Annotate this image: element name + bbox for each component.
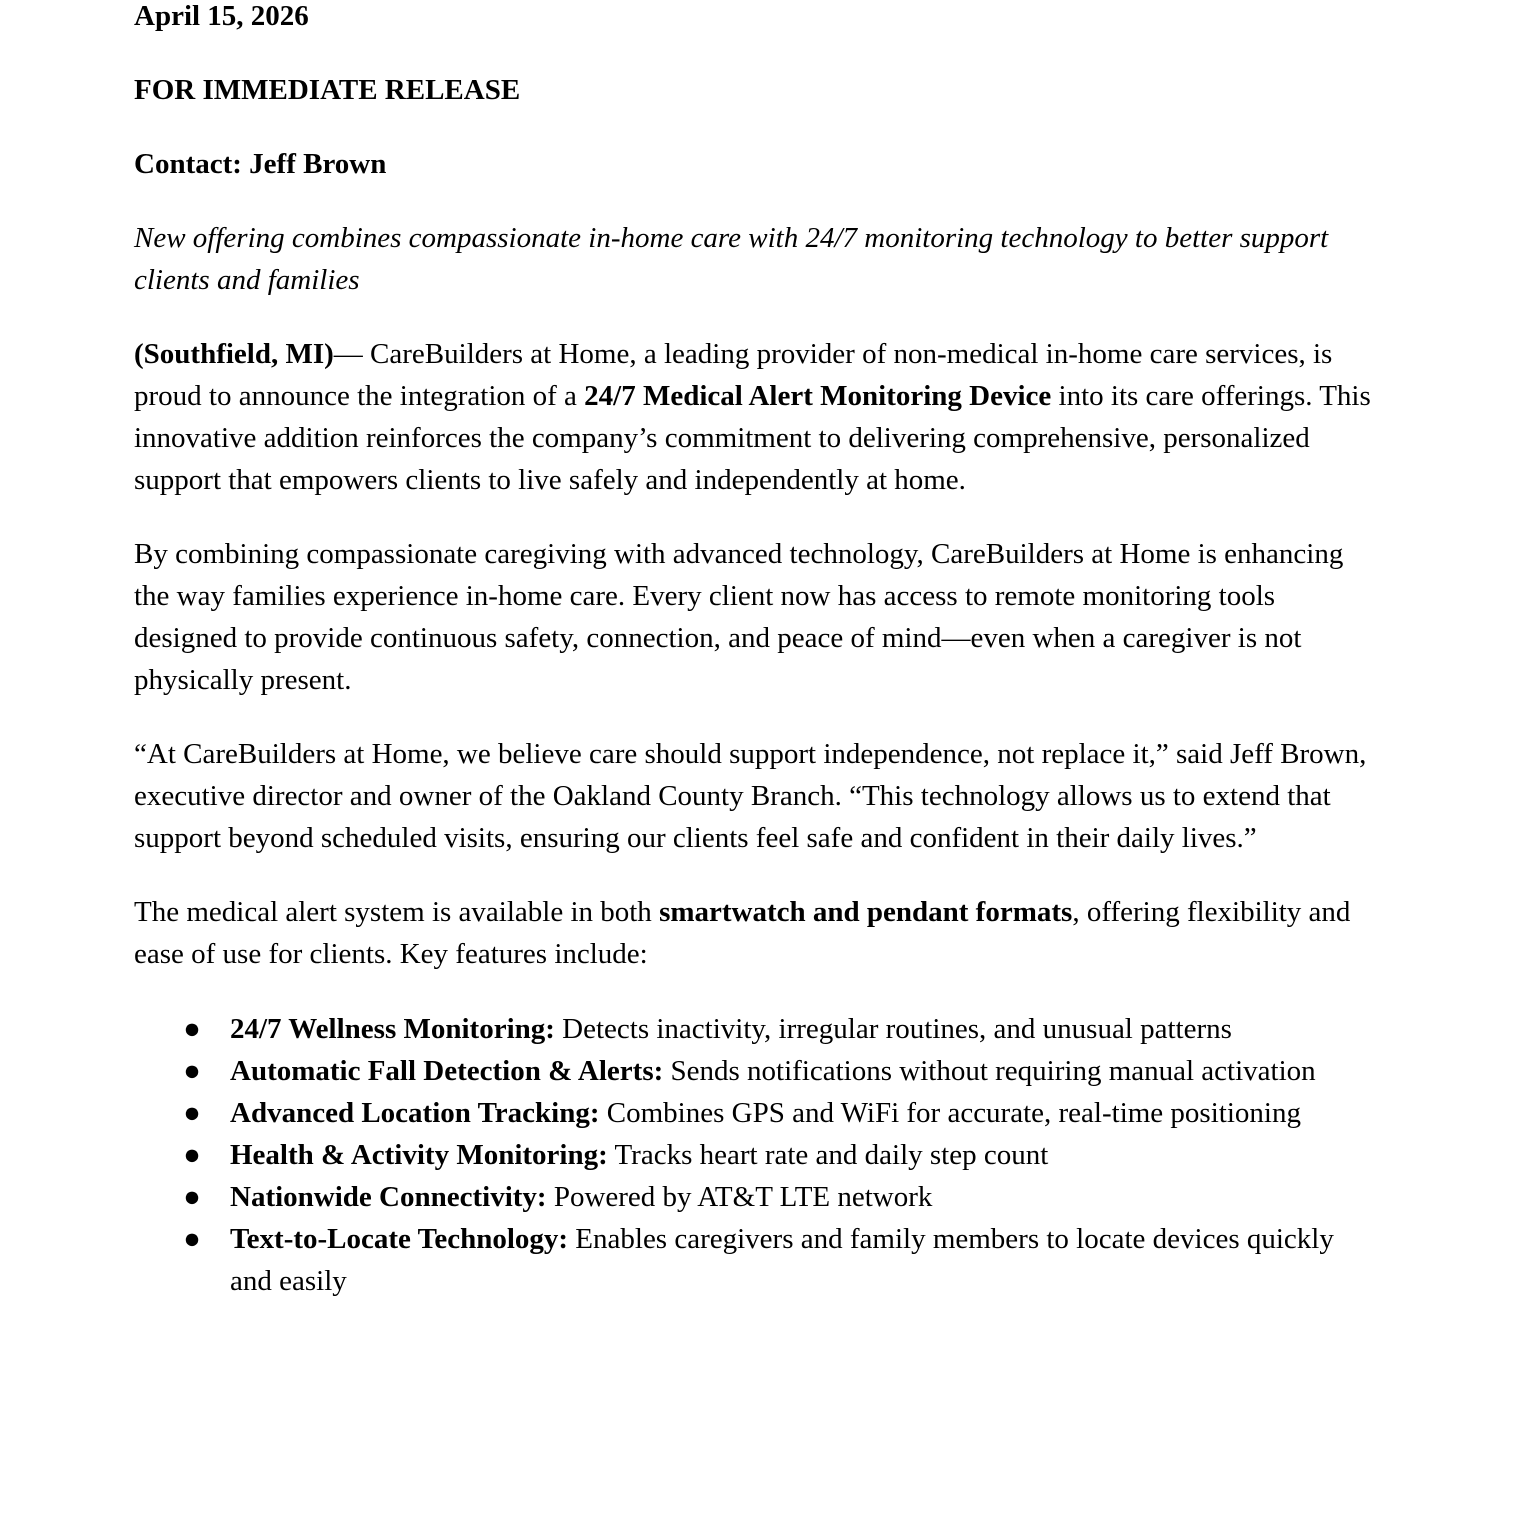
- feature-title: Advanced Location Tracking:: [230, 1097, 600, 1129]
- dateline: (Southfield, MI): [134, 338, 334, 370]
- formats-text-b: , offering flexibility and ease of use for clients. Key features include:: [134, 896, 1351, 970]
- bullet-icon: ●: [183, 1139, 201, 1171]
- features-list: [134, 1008, 1374, 1302]
- bullet-icon: ●: [183, 1013, 201, 1045]
- contact-line: Contact: Jeff Brown: [134, 148, 387, 180]
- paragraph-technology: By combining compassionate caregiving with advanced technology, CareBuilders at Home is enhancing the way families experience in-home care. Every client now has access to remote monitoring tools designed to provide continuous safety, connection, and peace of mind—even when a caregiver is not physically present.: [134, 538, 1344, 696]
- intro-text-a: — CareBuilders at Home, a leading provider of non-medical in-home care services, is proud to announce the integration of a: [134, 338, 1333, 412]
- release-label: FOR IMMEDIATE RELEASE: [134, 74, 521, 106]
- bullet-icon: ●: [183, 1097, 201, 1129]
- feature-title: Text-to-Locate Technology:: [230, 1223, 569, 1255]
- device-name: 24/7 Medical Alert Monitoring Device: [584, 380, 1052, 412]
- release-date: April 15, 2026: [134, 0, 309, 32]
- paragraph-quote: “At CareBuilders at Home, we believe care should support independence, not replace it,” said Jeff Brown, executive director and owner of the Oakland County Branch. “This technology allows us to extend that support beyond scheduled visits, ensuring our clients feel safe and confident in their daily lives.”: [134, 738, 1367, 854]
- formats-text-a: The medical alert system is available in both: [134, 896, 660, 928]
- paragraph-intro: [134, 333, 1374, 501]
- formats-bold: smartwatch and pendant formats: [659, 896, 1073, 928]
- list-item: [183, 1134, 1374, 1176]
- feature-desc: Sends notifications without requiring manual activation: [663, 1055, 1316, 1087]
- subheadline: New offering combines compassionate in-home care with 24/7 monitoring technology to better support clients and families: [134, 222, 1329, 296]
- feature-desc: Powered by AT&T LTE network: [546, 1181, 933, 1213]
- paragraph-formats: [134, 891, 1374, 975]
- list-item: [183, 1176, 1374, 1218]
- feature-title: 24/7 Wellness Monitoring:: [230, 1013, 555, 1045]
- feature-title: Health & Activity Monitoring:: [230, 1139, 608, 1171]
- list-item: [183, 1050, 1374, 1092]
- intro-text-b: into its care offerings. This innovative addition reinforces the company’s commitment to delivering comprehensive, personalized support that empowers clients to live safely and independently at home.: [134, 380, 1371, 496]
- feature-desc: Detects inactivity, irregular routines, and unusual patterns: [554, 1013, 1232, 1045]
- feature-desc: Enables caregivers and family members to locate devices quickly and easily: [230, 1223, 1334, 1297]
- feature-desc: Combines GPS and WiFi for accurate, real-time positioning: [599, 1097, 1301, 1129]
- press-release-document: [134, 0, 1374, 1301]
- bullet-icon: ●: [183, 1055, 201, 1087]
- list-item: [183, 1092, 1374, 1134]
- bullet-icon: ●: [183, 1181, 201, 1213]
- feature-desc: Tracks heart rate and daily step count: [607, 1139, 1049, 1171]
- list-item: [183, 1218, 1374, 1302]
- bullet-icon: ●: [183, 1223, 201, 1255]
- feature-title: Nationwide Connectivity:: [230, 1181, 547, 1213]
- feature-title: Automatic Fall Detection & Alerts:: [230, 1055, 664, 1087]
- list-item: [183, 1008, 1374, 1050]
